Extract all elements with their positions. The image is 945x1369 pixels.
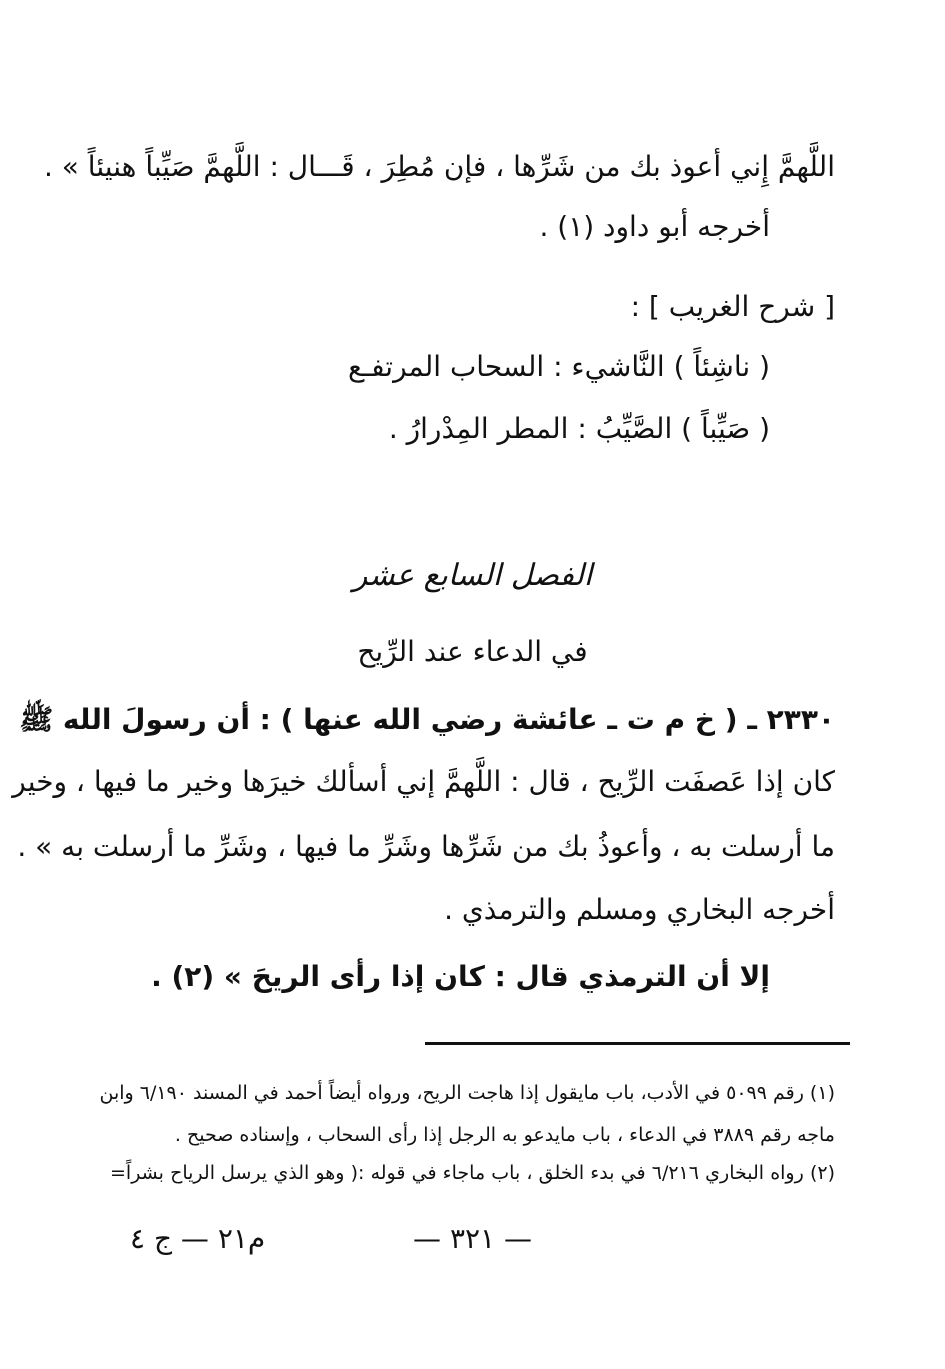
gloss-item-2: ( صَيِّباً ) الصَّيِّبُ : المطر المِدْرارُ . [388, 412, 770, 445]
section-title: الفصل السابع عشر [352, 558, 593, 593]
top-line-2: أخرجه أبو داود (١) . [539, 210, 770, 243]
footnote-separator [425, 1042, 850, 1045]
hadith-line-1: ٢٣٣٠ ـ ( خ م ت ـ عائشة رضي الله عنها ) : أن رسولَ الله ﷺ [19, 703, 835, 736]
hadith-line-4: أخرجه البخاري ومسلم والترمذي . [444, 893, 835, 926]
gloss-heading: [ شرح الغريب ] : [630, 290, 835, 323]
top-line-1: اللَّهمَّ إِني أعوذ بك من شَرِّها ، فإن مُطِرَ ، قَـــال : اللَّهمَّ صَيِّباً هنيئاً » . [43, 150, 835, 183]
hadith-line-3: ما أرسلت به ، وأعوذُ بك من شَرِّها وشَرِّ ما فيها ، وشَرِّ ما أرسلت به » . [17, 830, 835, 863]
hadith-line-2: كان إذا عَصفَت الرِّيح ، قال : اللَّهمَّ إني أسألك خيرَها وخير ما فيها ، وخير [12, 765, 835, 798]
section-subtitle: في الدعاء عند الرِّيح [357, 635, 588, 668]
page-number: — ٣٢١ — [413, 1222, 532, 1255]
footnote-2-line-1: (٢) رواه البخاري ٦/٢١٦ في بدء الخلق ، باب ماجاء في قوله :( وهو الذي يرسل الرياح بشراً= [110, 1162, 835, 1184]
printer-signature: م٢١ — ج ٤ [130, 1222, 266, 1255]
gloss-item-1: ( ناشِئاً ) النَّاشيء : السحاب المرتفـع [348, 350, 770, 383]
hadith-line-5: إلا أن الترمذي قال : كان إذا رأى الريحَ » (٢) . [151, 960, 770, 993]
footnote-1-line-1: (١) رقم ٥٠٩٩ في الأدب، باب مايقول إذا هاجت الريح، ورواه أيضاً أحمد في المسند ٦/١٩٠ وابن [99, 1082, 835, 1104]
footnote-1-line-2: ماجه رقم ٣٨٨٩ في الدعاء ، باب مايدعو به الرجل إذا رأى السحاب ، وإسناده صحيح . [174, 1124, 835, 1146]
